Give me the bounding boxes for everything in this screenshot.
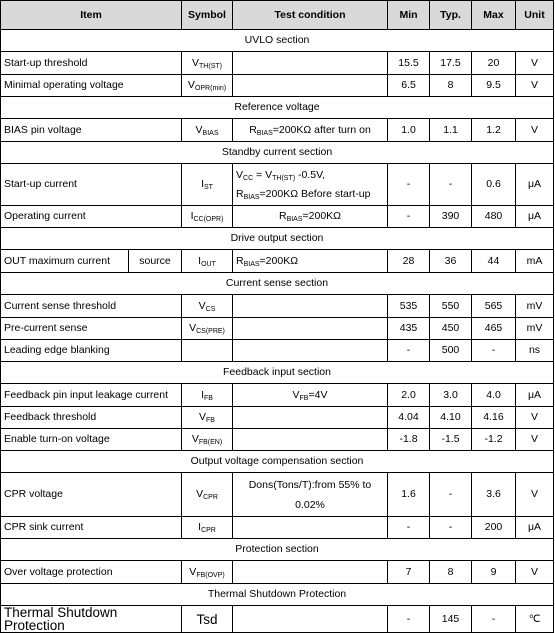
item-cell: Operating current	[1, 206, 182, 228]
max-cell: 480	[472, 206, 516, 228]
min-cell: 7	[388, 561, 430, 584]
unit-cell: V	[516, 75, 554, 97]
item-sub-cell: source	[129, 250, 182, 273]
item-cell: Feedback pin input leakage current	[1, 384, 182, 407]
item-cell: Leading edge blanking	[1, 340, 182, 362]
min-cell: 1.6	[388, 473, 430, 517]
section-row-standby	[1, 142, 554, 164]
test-condition-cell: $V_{FB}=4V$	[233, 384, 388, 407]
typ-cell: 450	[430, 318, 472, 340]
section-title: Drive output section	[1, 228, 554, 250]
symbol-cell: $V_{CPR}$	[182, 473, 233, 517]
unit-cell: V	[516, 52, 554, 75]
test-condition-cell: $V_{CC} = V_{TH(ST)}$ -0.5V, $R_{BIAS}=200K\Omega$ Before start-up	[233, 164, 388, 206]
item-cell: BIAS pin voltage	[1, 119, 182, 142]
section-row-protection	[1, 539, 554, 561]
max-cell: 4.16	[472, 407, 516, 429]
section-title: Reference voltage	[1, 97, 554, 119]
test-condition-cell	[233, 606, 388, 633]
max-cell: 3.6	[472, 473, 516, 517]
typ-cell: -	[430, 164, 472, 206]
test-condition-cell	[233, 561, 388, 584]
typ-cell: 145	[430, 606, 472, 633]
test-condition-cell	[233, 75, 388, 97]
table-row-over-voltage-protection	[1, 561, 554, 584]
section-title: Protection section	[1, 539, 554, 561]
table-row-feedback-leakage	[1, 384, 554, 407]
min-cell: -	[388, 340, 430, 362]
unit-cell: mA	[516, 250, 554, 273]
symbol-cell: $V_{TH(ST)}$	[182, 52, 233, 75]
table-row-thermal-shutdown	[1, 606, 554, 633]
section-title: Standby current section	[1, 142, 554, 164]
test-condition-cell	[233, 429, 388, 451]
symbol-cell: $V_{CS(PRE)}$	[182, 318, 233, 340]
symbol-cell: $I_{FB}$	[182, 384, 233, 407]
max-cell: -	[472, 340, 516, 362]
typ-cell: 8	[430, 561, 472, 584]
section-row-current-sense	[1, 273, 554, 295]
unit-cell: V	[516, 407, 554, 429]
typ-cell: 3.0	[430, 384, 472, 407]
symbol-cell: $V_{FB(EN)}$	[182, 429, 233, 451]
item-cell: Thermal Shutdown Protection	[1, 606, 182, 633]
typ-cell: 17.5	[430, 52, 472, 75]
symbol-cell: $V_{FB(OVP)}$	[182, 561, 233, 584]
header-typ: Typ.	[430, 1, 472, 30]
test-condition-cell: $R_{BIAS}=200K\Omega$ after turn on	[233, 119, 388, 142]
typ-cell: -	[430, 473, 472, 517]
table-row-leading-edge-blanking	[1, 340, 554, 362]
min-cell: -	[388, 606, 430, 633]
section-title: Current sense section	[1, 273, 554, 295]
symbol-cell: $V_{FB}$	[182, 407, 233, 429]
test-condition-cell	[233, 517, 388, 539]
table-row-pre-current-sense	[1, 318, 554, 340]
symbol-cell: $V_{BIAS}$	[182, 119, 233, 142]
header-min: Min	[388, 1, 430, 30]
max-cell: 44	[472, 250, 516, 273]
min-cell: 6.5	[388, 75, 430, 97]
item-cell: Enable turn-on voltage	[1, 429, 182, 451]
test-condition-cell	[233, 295, 388, 318]
section-title: UVLO section	[1, 30, 554, 52]
header-test-condition: Test condition	[233, 1, 388, 30]
typ-cell: 500	[430, 340, 472, 362]
section-row-uvlo	[1, 30, 554, 52]
item-cell: CPR sink current	[1, 517, 182, 539]
test-condition-cell	[233, 340, 388, 362]
item-cell: Start-up current	[1, 164, 182, 206]
symbol-cell: $I_{CC(OPR)}$	[182, 206, 233, 228]
unit-cell: V	[516, 561, 554, 584]
min-cell: 1.0	[388, 119, 430, 142]
section-title: Feedback input section	[1, 362, 554, 384]
item-cell: Over voltage protection	[1, 561, 182, 584]
table-row-operating-current	[1, 206, 554, 228]
header-max: Max	[472, 1, 516, 30]
max-cell: 0.6	[472, 164, 516, 206]
section-title: Output voltage compensation section	[1, 451, 554, 473]
test-condition-cell: $R_{BIAS}=200K\Omega$	[233, 206, 388, 228]
unit-cell: μA	[516, 384, 554, 407]
unit-cell: μA	[516, 164, 554, 206]
min-cell: -	[388, 206, 430, 228]
header-item: Item	[1, 1, 182, 30]
table-row-feedback-threshold	[1, 407, 554, 429]
symbol-cell: $I_{ST}$	[182, 164, 233, 206]
item-cell: Pre-current sense	[1, 318, 182, 340]
section-row-thermal	[1, 584, 554, 606]
typ-cell: 4.10	[430, 407, 472, 429]
min-cell: 15.5	[388, 52, 430, 75]
table-row-startup-current	[1, 164, 554, 206]
min-cell: 2.0	[388, 384, 430, 407]
min-cell: 435	[388, 318, 430, 340]
unit-cell: ℃	[516, 606, 554, 633]
unit-cell: ns	[516, 340, 554, 362]
max-cell: 1.2	[472, 119, 516, 142]
header-symbol: Symbol	[182, 1, 233, 30]
section-row-output-compensation	[1, 451, 554, 473]
section-title: Thermal Shutdown Protection	[1, 584, 554, 606]
unit-cell: V	[516, 473, 554, 517]
typ-cell: -1.5	[430, 429, 472, 451]
item-cell: Minimal operating voltage	[1, 75, 182, 97]
symbol-cell: $V_{OPR(min)}$	[182, 75, 233, 97]
section-row-reference	[1, 97, 554, 119]
min-cell: -	[388, 517, 430, 539]
min-cell: 4.04	[388, 407, 430, 429]
header-unit: Unit	[516, 1, 554, 30]
typ-cell: -	[430, 517, 472, 539]
min-cell: -1.8	[388, 429, 430, 451]
typ-cell: 390	[430, 206, 472, 228]
symbol-cell	[182, 340, 233, 362]
symbol-cell: $I_{CPR}$	[182, 517, 233, 539]
typ-cell: 8	[430, 75, 472, 97]
item-cell: CPR voltage	[1, 473, 182, 517]
max-cell: 565	[472, 295, 516, 318]
table-row-bias-pin-voltage	[1, 119, 554, 142]
item-cell: Feedback threshold	[1, 407, 182, 429]
table-row-enable-turn-on-voltage	[1, 429, 554, 451]
unit-cell: mV	[516, 318, 554, 340]
table-row-current-sense-threshold	[1, 295, 554, 318]
table-row-cpr-voltage	[1, 473, 554, 517]
item-cell: Start-up threshold	[1, 52, 182, 75]
unit-cell: V	[516, 429, 554, 451]
max-cell: 200	[472, 517, 516, 539]
test-condition-cell	[233, 52, 388, 75]
typ-cell: 36	[430, 250, 472, 273]
symbol-cell: $V_{CS}$	[182, 295, 233, 318]
table-row-min-operating-voltage	[1, 75, 554, 97]
table-row-cpr-sink-current	[1, 517, 554, 539]
min-cell: -	[388, 164, 430, 206]
item-cell: Current sense threshold	[1, 295, 182, 318]
max-cell: 4.0	[472, 384, 516, 407]
unit-cell: mV	[516, 295, 554, 318]
max-cell: -	[472, 606, 516, 633]
symbol-cell: $I_{OUT}$	[182, 250, 233, 273]
section-row-feedback-input	[1, 362, 554, 384]
min-cell: 535	[388, 295, 430, 318]
max-cell: 20	[472, 52, 516, 75]
max-cell: 465	[472, 318, 516, 340]
symbol-cell: Tsd	[182, 606, 233, 633]
unit-cell: μA	[516, 206, 554, 228]
test-condition-cell: Dons(Tons/T):from 55% to 0.02%	[233, 473, 388, 517]
max-cell: 9.5	[472, 75, 516, 97]
table-row-startup-threshold	[1, 52, 554, 75]
section-row-drive-output	[1, 228, 554, 250]
unit-cell: V	[516, 119, 554, 142]
max-cell: 9	[472, 561, 516, 584]
header-row	[1, 1, 554, 30]
min-cell: 28	[388, 250, 430, 273]
item-cell: OUT maximum current	[1, 250, 129, 273]
max-cell: -1.2	[472, 429, 516, 451]
typ-cell: 1.1	[430, 119, 472, 142]
unit-cell: μA	[516, 517, 554, 539]
test-condition-cell	[233, 407, 388, 429]
test-condition-cell: $R_{BIAS}=200K\Omega$	[233, 250, 388, 273]
typ-cell: 550	[430, 295, 472, 318]
test-condition-cell	[233, 318, 388, 340]
table-row-out-max-current	[1, 250, 554, 273]
